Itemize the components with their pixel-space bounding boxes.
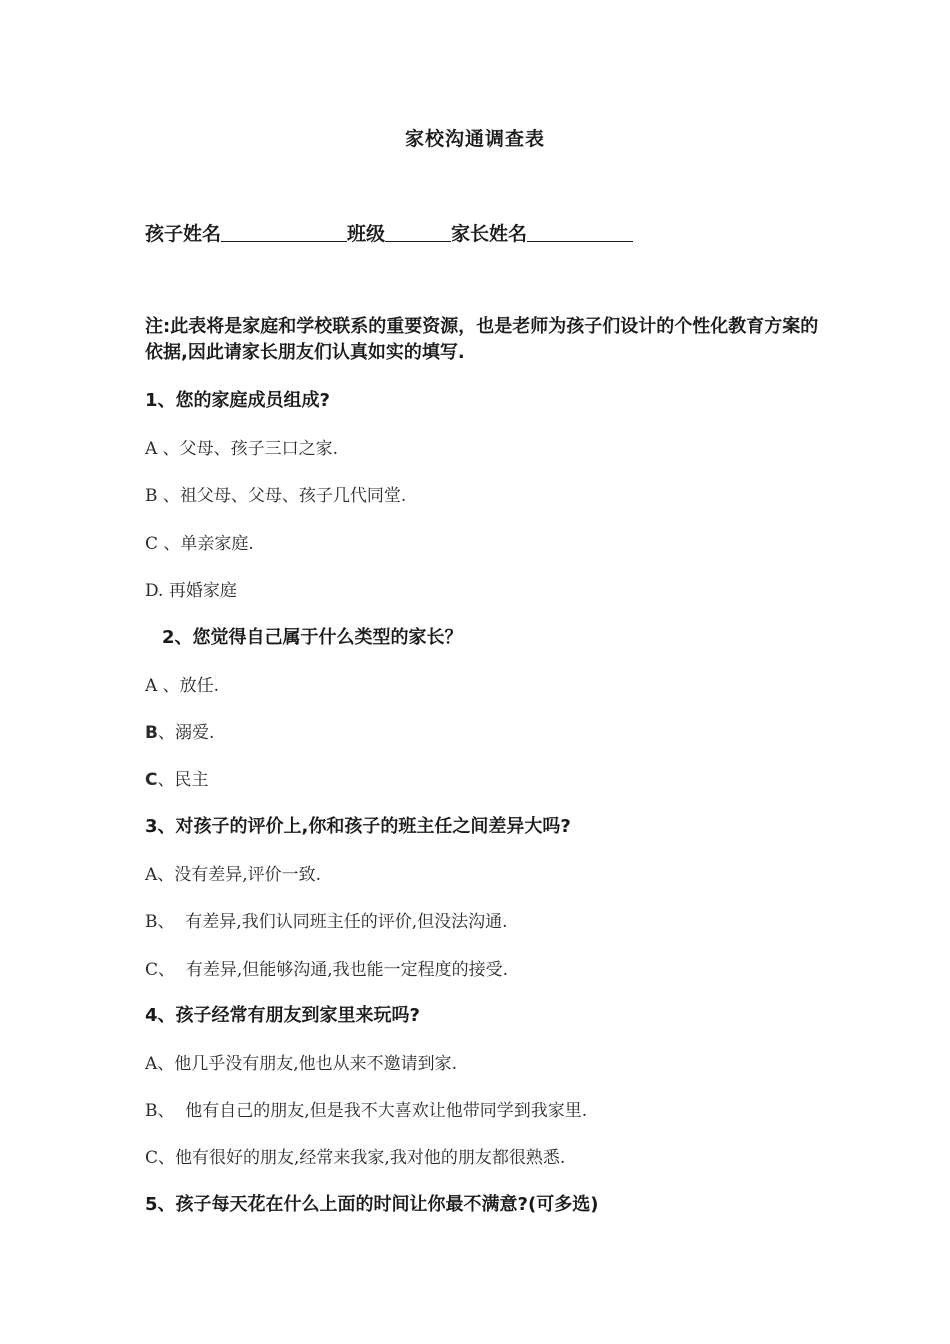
question-2-option-b xyxy=(145,718,214,743)
question-4-option-c: C、他有很好的朋友,经常来我家,我对他的朋友都很熟悉. xyxy=(145,1148,566,1168)
parent-name-label: 家长姓名 xyxy=(451,223,528,245)
question-1-option-d: D. 再婚家庭 xyxy=(145,581,237,601)
option-text: 、溺爱. xyxy=(157,723,215,743)
parent-name-blank[interactable] xyxy=(527,223,633,242)
question-2-option-a: A 、放任. xyxy=(145,676,220,696)
question-3: 3、对孩子的评价上,你和孩子的班主任之间差异大吗? xyxy=(145,816,571,837)
question-3-option-b: B、 有差异,我们认同班主任的评价,但没法沟通. xyxy=(145,912,508,932)
class-label: 班级 xyxy=(347,223,386,245)
option-letter: C xyxy=(145,770,158,790)
question-1-option-a: A 、父母、孩子三口之家. xyxy=(145,439,339,459)
question-3-option-c: C、 有差异,但能够沟通,我也能一定程度的接受. xyxy=(145,960,509,980)
note-paragraph: 注:此表将是家庭和学校联系的重要资源，也是老师为孩子们设计的个性化教育方案的依据,因此请家长朋友们认真如实的填写. xyxy=(145,316,819,363)
question-4: 4、孩子经常有朋友到家里来玩吗? xyxy=(145,1005,420,1026)
question-1-option-b: B 、祖父母、父母、孩子几代同堂. xyxy=(145,486,407,506)
page-title: 家校沟通调查表 xyxy=(404,128,545,150)
question-2-option-c xyxy=(145,765,208,790)
option-text: 、民主 xyxy=(157,770,209,790)
question-3-option-a: A、没有差异,评价一致. xyxy=(145,865,322,885)
question-5: 5、孩子每天花在什么上面的时间让你最不满意?(可多选) xyxy=(145,1194,599,1215)
info-line xyxy=(145,219,633,246)
question-1: 1、您的家庭成员组成? xyxy=(145,390,330,411)
question-2: 2、您觉得自己属于什么类型的家长？ xyxy=(162,627,463,648)
child-name-blank[interactable] xyxy=(221,223,347,242)
question-4-option-a: A、他几乎没有朋友,他也从来不邀请到家. xyxy=(145,1054,458,1074)
question-1-option-c: C 、单亲家庭. xyxy=(145,534,254,554)
class-blank[interactable] xyxy=(385,223,451,242)
question-4-option-b: B、 他有自己的朋友,但是我不大喜欢让他带同学到我家里. xyxy=(145,1101,588,1121)
child-name-label: 孩子姓名 xyxy=(145,223,222,245)
option-letter: B xyxy=(145,723,158,743)
